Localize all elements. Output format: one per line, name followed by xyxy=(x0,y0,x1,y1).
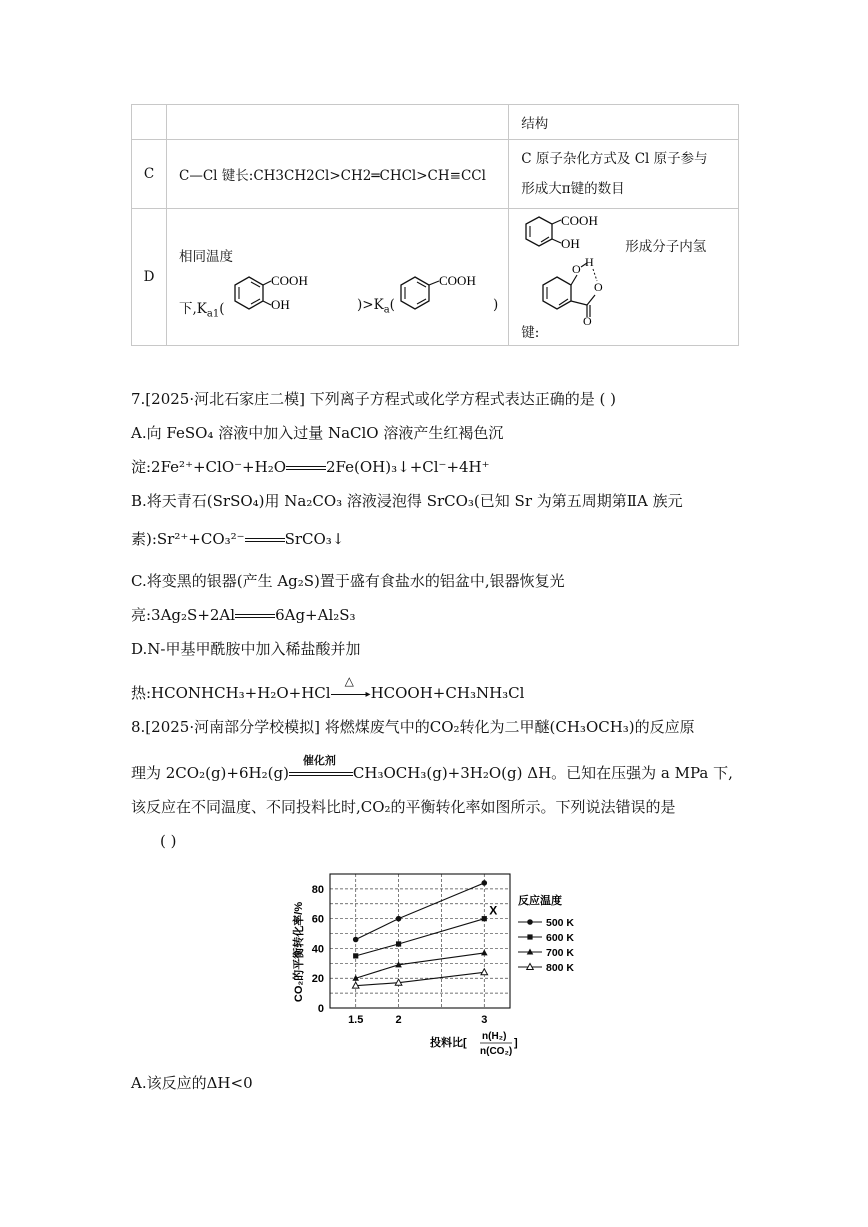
y-tick-label: 0 xyxy=(317,1003,324,1015)
svg-text:OH: OH xyxy=(271,297,290,312)
q7-option-b-line2: 素):Sr²⁺+CO₃²⁻ SrCO₃↓ xyxy=(131,530,345,548)
cell-structure: 结构 xyxy=(509,105,739,140)
chart-axes xyxy=(312,874,510,1026)
y-tick-label: 60 xyxy=(311,913,324,926)
svg-text:COOH: COOH xyxy=(439,273,476,288)
conversion-chart xyxy=(280,862,590,1058)
catalyst-arrow: 催化剂 xyxy=(289,768,353,780)
table-row-b-tail xyxy=(132,105,739,140)
q7-option-c-line1: C.将变黑的银器(产生 Ag₂S)置于盛有食盐水的铝盆中,银器恢复光 xyxy=(131,572,565,590)
equals-arrow xyxy=(286,462,326,474)
svg-text:O: O xyxy=(583,314,592,325)
svg-text:n(H₂): n(H₂) xyxy=(482,1031,507,1042)
legend-marker xyxy=(527,919,533,925)
y-tick-label: 80 xyxy=(311,883,324,896)
x-axis-label xyxy=(430,1031,518,1057)
svg-text:n(CO₂): n(CO₂) xyxy=(480,1046,513,1057)
legend-label: 600 K xyxy=(546,932,575,944)
chart-series xyxy=(352,880,487,988)
data-point xyxy=(482,916,487,921)
q7-option-d-line2: 热:HCONHCH₃+H₂O+HCl △ ▸ HCOOH+CH₃NH₃Cl xyxy=(131,674,525,702)
table-row-d xyxy=(132,209,739,346)
svg-text:COOH: COOH xyxy=(561,213,599,228)
data-point xyxy=(353,953,358,958)
statement-d: 相同温度 下$,K_{a1}$( COOH OH )$>K_a$( COOH ) xyxy=(167,209,509,346)
x-tick-label: 1.5 xyxy=(348,1014,364,1026)
series-line xyxy=(356,919,485,956)
heat-arrow: △ ▸ xyxy=(331,688,371,700)
q7-option-b-line1: B.将天青石(SrSO₄)用 Na₂CO₃ 溶液浸泡得 SrCO₃(已知 Sr 为第五周期第ⅡA 族元 xyxy=(131,492,683,510)
option-letter-c: C xyxy=(132,140,167,209)
data-point xyxy=(481,949,488,955)
legend-label: 800 K xyxy=(546,962,575,974)
q7-stem: 7.[2025·河北石家庄二模] 下列离子方程式或化学方程式表达正确的是 ( ) xyxy=(131,390,616,408)
q8-line3: 该反应在不同温度、不同投料比时,CO₂的平衡转化率如图所示。下列说法错误的是 xyxy=(131,798,676,816)
svg-text:投料比[: 投料比[ xyxy=(430,1037,467,1049)
options-table xyxy=(131,104,739,346)
q7-option-a-line1: A.向 FeSO₄ 溶液中加入过量 NaClO 溶液产生红褐色沉 xyxy=(131,424,504,442)
q7-option-c-line2: 亮:3Ag₂S+2Al 6Ag+Al₂S₃ xyxy=(131,606,356,624)
salicylic-acid-structure-small xyxy=(523,213,623,253)
q8-line1: 8.[2025·河南部分学校模拟] 将燃煤废气中的CO₂转化为二甲醚(CH₃OCH₃)的反应原 xyxy=(131,718,695,736)
intramolecular-h-bond-structure xyxy=(531,257,621,325)
data-point xyxy=(396,941,401,946)
data-point xyxy=(481,880,487,886)
q7-option-a-line2: 淀:2Fe²⁺+ClO⁻+H₂O 2Fe(OH)₃↓+Cl⁻+4H⁺ xyxy=(131,458,490,476)
legend-title: 反应温度 xyxy=(518,895,562,907)
y-tick-label: 20 xyxy=(311,973,324,986)
y-tick-label: 40 xyxy=(311,943,324,956)
annotation-x: X xyxy=(489,903,498,918)
svg-text:OH: OH xyxy=(561,236,581,251)
legend-marker xyxy=(527,934,532,939)
x-tick-label: 2 xyxy=(395,1014,402,1026)
svg-text:COOH: COOH xyxy=(271,273,308,288)
data-point xyxy=(353,937,359,943)
ka-comparison: 下$,K_{a1}$( xyxy=(179,301,225,320)
table-row-c xyxy=(132,140,739,209)
equals-arrow xyxy=(235,610,275,622)
q8-answer-paren: ( ) xyxy=(160,832,177,850)
svg-text:O: O xyxy=(572,262,581,276)
data-point xyxy=(396,916,402,922)
benzoic-acid-structure xyxy=(397,273,487,313)
reason-c: C 原子杂化方式及 Cl 原子参与 形成大π键的数目 xyxy=(509,140,739,209)
series-line xyxy=(356,972,485,985)
statement-c: C—Cl 键长:CH3CH2Cl>CH2═CHCl>CH≡CCl xyxy=(167,140,509,209)
equals-arrow xyxy=(245,534,285,546)
data-point xyxy=(481,969,488,975)
svg-text:O: O xyxy=(594,280,603,294)
q8-option-a: A.该反应的ΔH<0 xyxy=(131,1074,253,1092)
reason-d: COOH OH 形成分子内氢 O H O O 键: xyxy=(509,209,739,346)
q7-option-d-line1: D.N-甲基甲酰胺中加入稀盐酸并加 xyxy=(131,640,361,658)
svg-text:]: ] xyxy=(514,1037,518,1049)
q8-line2: 理为 2CO₂(g)+6H₂(g) 催化剂 CH₃OCH₃(g)+3H₂O(g) ΔH。已知在压强为 a MPa 下, xyxy=(131,754,733,782)
legend-label: 500 K xyxy=(546,917,575,929)
series-line xyxy=(356,883,485,940)
legend-label: 700 K xyxy=(546,947,575,959)
x-tick-label: 3 xyxy=(481,1014,488,1026)
svg-text:H: H xyxy=(585,257,594,269)
y-axis-label: CO₂的平衡转化率/% xyxy=(293,901,305,1003)
salicylic-acid-structure xyxy=(231,271,321,315)
chart-legend xyxy=(518,893,574,974)
option-letter-d: D xyxy=(132,209,167,346)
